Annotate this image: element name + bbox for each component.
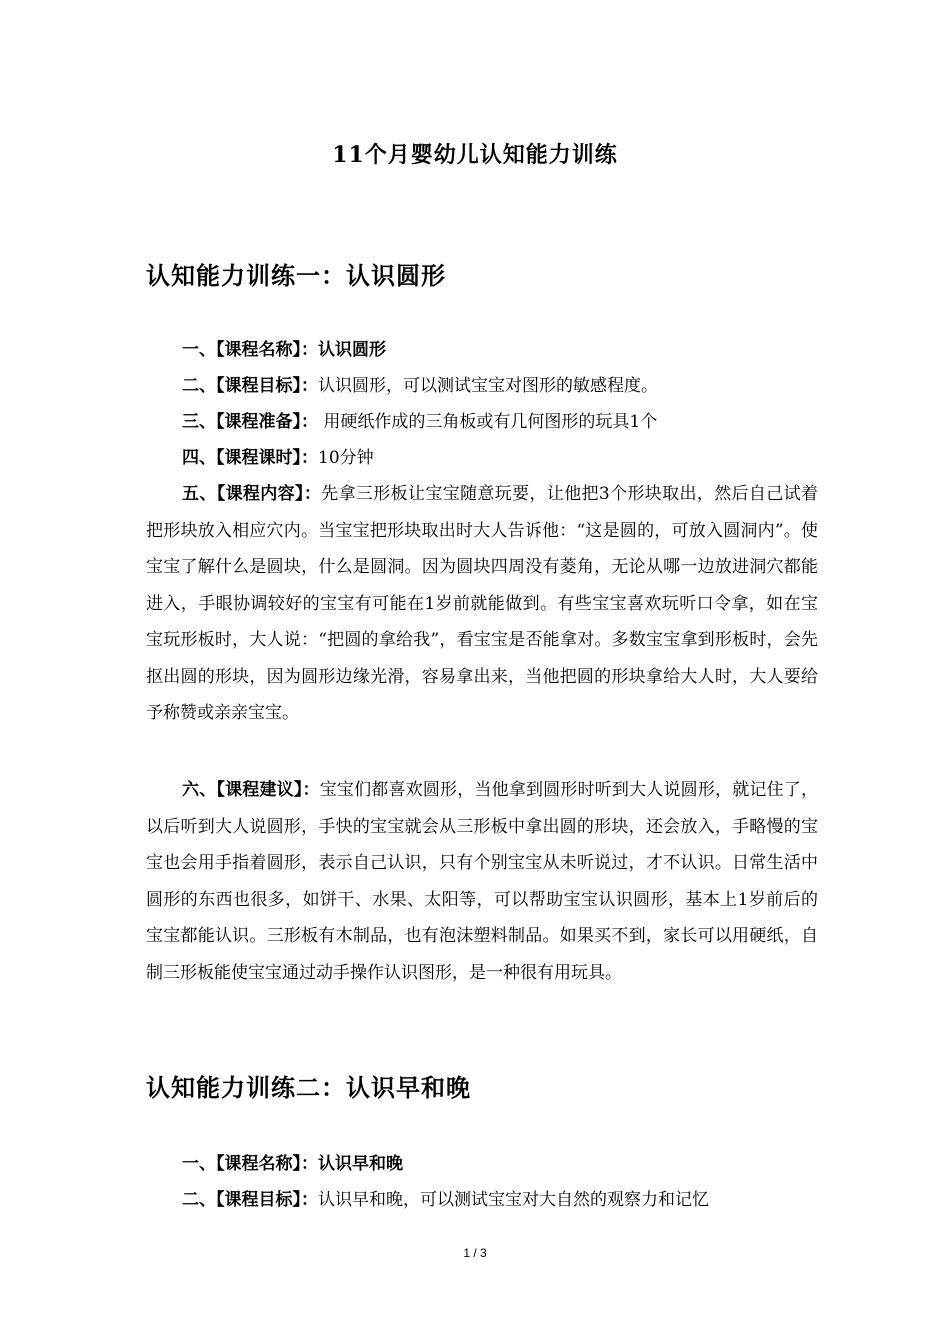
item-text: 认识圆形，可以测试宝宝对图形的敏感程度。 — [318, 376, 658, 396]
item-text: 宝宝们都喜欢圆形，当他拿到圆形时听到大人说圆形，就记住了，以后听到大人说圆形，手快的宝宝就会从三形板中拿出圆的形块，还会放入，手略慢的宝宝也会用手指着圆形，表示自己认识，只有个别宝宝从未听说过，才不认识。日常生活中圆形的东西也很多，如饼干、水果、太阳等，可以帮助宝宝认识圆形，基本上1岁前后的宝宝都能认识。三形板有木制品，也有泡沫塑料制品。如果买不到，家长可以用硬纸，自制三形板能使宝宝通过动手操作认识图形，是一种很有用玩具。 — [146, 780, 818, 983]
item-label: 四、【课程课时】： — [182, 448, 318, 468]
item-text: 认识圆形 — [318, 340, 386, 360]
item-label: 二、【课程目标】： — [182, 1190, 318, 1210]
course-name-item — [146, 332, 818, 369]
item-label: 三、【课程准备】： — [182, 412, 318, 432]
course-goal-item-2 — [146, 1182, 818, 1219]
item-text: 认识早和晚，可以测试宝宝对大自然的观察力和记忆 — [318, 1190, 709, 1210]
item-label: 二、【课程目标】： — [182, 376, 318, 396]
course-goal-item — [146, 368, 818, 405]
course-advice-item — [146, 772, 818, 991]
item-text: 10分钟 — [318, 448, 374, 468]
item-label: 六、【课程建议】： — [182, 780, 320, 800]
section-heading-1: 认知能力训练一：认识圆形 — [146, 261, 446, 290]
item-text: 用硬纸作成的三角板或有几何图形的玩具1个 — [318, 412, 658, 432]
course-content-item — [146, 476, 818, 732]
item-text: 先拿三形板让宝宝随意玩要，让他把3个形块取出，然后自己试着把形块放入相应穴内。当宝宝把形块取出时大人告诉他：“这是圆的，可放入圆洞内”。使宝宝了解什么是圆块，什么是圆洞。因为圆块四周没有菱角，无论从哪一边放进洞穴都能进入，手眼协调较好的宝宝有可能在1岁前就能做到。有些宝宝喜欢玩听口令拿，如在宝宝玩形板时，大人说：“把圆的拿给我”，看宝宝是否能拿对。多数宝宝拿到形板时，会先抠出圆的形块，因为圆形边缘光滑，容易拿出来，当他把圆的形块拿给大人时，大人要给予称赞或亲亲宝宝。 — [146, 484, 819, 723]
item-label: 一、【课程名称】： — [182, 1154, 318, 1174]
course-name-item-2 — [146, 1146, 818, 1183]
item-label: 一、【课程名称】： — [182, 340, 318, 360]
course-prep-item — [146, 404, 818, 441]
document-title: 11个月婴幼儿认知能力训练 — [332, 142, 618, 168]
course-duration-item — [146, 440, 818, 477]
section-heading-2: 认知能力训练二：认识早和晚 — [146, 1073, 471, 1102]
page-indicator: 1 / 3 — [463, 1246, 487, 1260]
item-text: 认识早和晚 — [318, 1154, 403, 1174]
item-label: 五、【课程内容】： — [182, 484, 322, 504]
